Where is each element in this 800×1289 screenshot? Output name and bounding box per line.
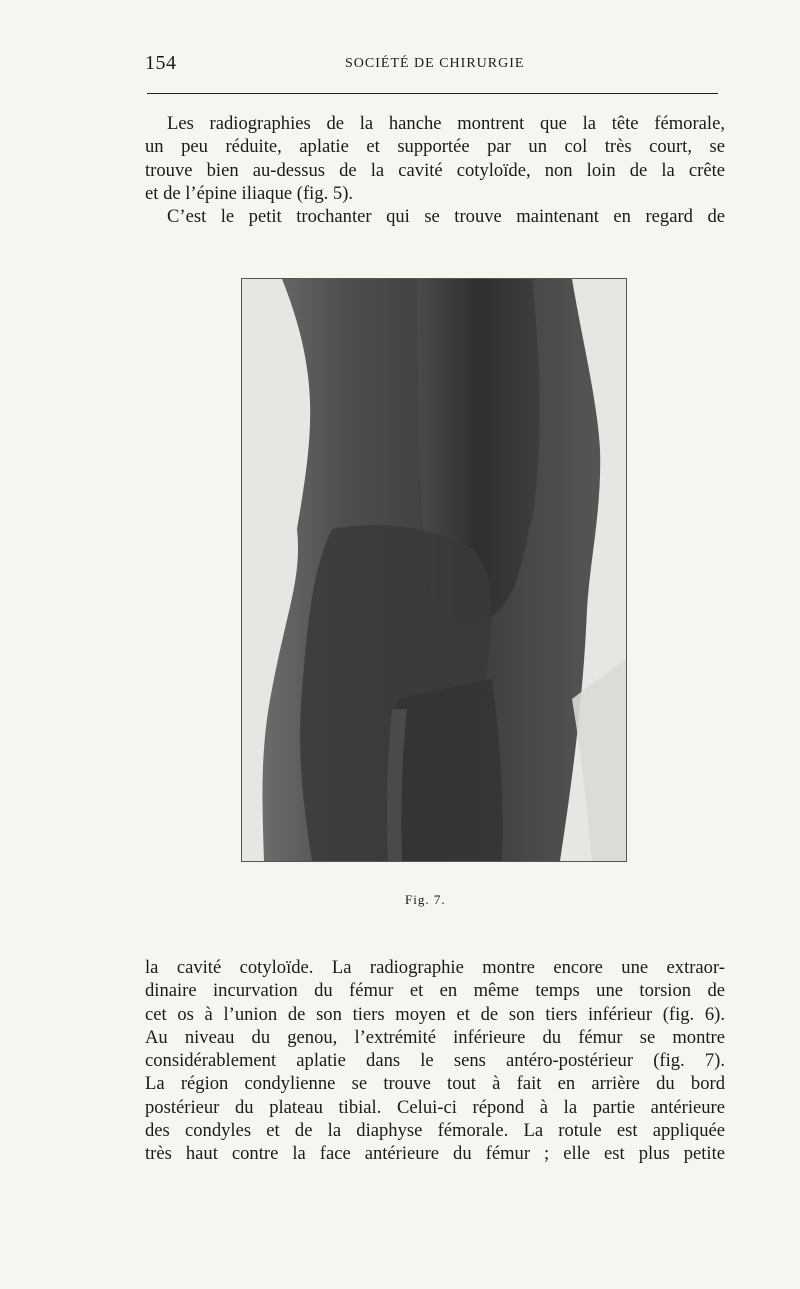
text-line: des condyles et de la diaphyse fémorale. La rotule est appliquée	[145, 1120, 725, 1142]
text-line: trouve bien au-dessus de la cavité cotyloïde, non loin de la crête	[145, 159, 725, 181]
running-head	[145, 50, 720, 80]
text-line: La région condylienne se trouve tout à fait en arrière du bord	[145, 1073, 725, 1095]
radiograph-image	[242, 279, 626, 861]
text-block-top	[145, 112, 725, 228]
text-line: très haut contre la face antérieure du fémur ; elle est plus petite	[145, 1143, 725, 1165]
text-line: la cavité cotyloïde. La radiographie montre encore une extraor-	[145, 957, 725, 978]
radiograph-figure	[241, 278, 627, 862]
text-line: Les radiographies de la hanche montrent que la tête fémorale,	[167, 113, 725, 134]
text-line: C’est le petit trochanter qui se trouve maintenant en regard de	[167, 206, 725, 228]
text-line: un peu réduite, aplatie et supportée par un col très court, se	[145, 136, 725, 158]
text-block-bottom	[145, 956, 725, 1166]
page-number: 154	[145, 52, 177, 74]
text-line: Au niveau du genou, l’extrémité inférieure du fémur se montre	[145, 1026, 725, 1048]
text-line: considérablement aplatie dans le sens antéro-postérieur (fig. 7).	[145, 1050, 725, 1072]
text-line: cet os à l’union de son tiers moyen et de son tiers inférieur (fig. 6).	[145, 1003, 725, 1025]
journal-title: SOCIÉTÉ DE CHIRURGIE	[345, 56, 525, 71]
header-rule	[147, 93, 718, 94]
text-line: postérieur du plateau tibial. Celui-ci répond à la partie antérieure	[145, 1096, 725, 1118]
text-line: dinaire incurvation du fémur et en même temps une torsion de	[145, 980, 725, 1002]
figure-caption: Fig. 7.	[405, 892, 446, 907]
text-line: et de l’épine iliaque (fig. 5).	[145, 182, 354, 204]
